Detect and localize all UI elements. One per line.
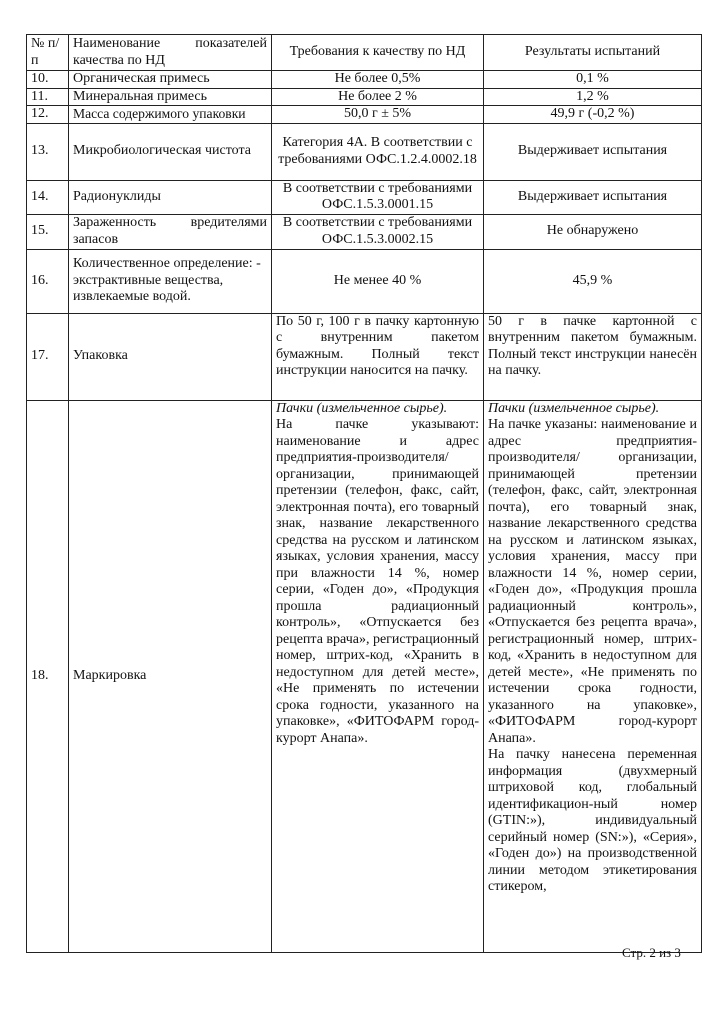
row-req: Не более 0,5%	[272, 71, 484, 89]
row-num: 12.	[27, 106, 69, 124]
header-name: Наименование показателей качества по НД	[69, 35, 272, 71]
table-row	[27, 249, 702, 313]
row-num: 18.	[27, 400, 69, 952]
table-row	[27, 313, 702, 400]
table-row	[27, 400, 702, 952]
row-name: Масса содержимого упаковки	[69, 106, 272, 124]
row-req: По 50 г, 100 г в пачку картонную с внутренним пакетом бумажным. Полный текст инструкции наносится на пачку.	[272, 313, 484, 400]
res-extra: На пачку нанесена переменная информация (двухмерный штриховой код, глобальный идентификацион-ный номер (GTIN:»), индивидуальный серийный номер (SN:»), «Серия», «Годен до») на производственной линии методом этикетирования стикером,	[488, 747, 697, 894]
table-row	[27, 71, 702, 89]
row-name: Минеральная примесь	[69, 88, 272, 106]
quality-table	[26, 34, 702, 953]
row-res: 45,9 %	[484, 249, 702, 313]
header-res: Результаты испытаний	[484, 35, 702, 71]
req-title: Пачки (измельченное сырье).	[276, 400, 448, 416]
row-num: 15.	[27, 214, 69, 249]
row-name: Зараженность вредителями запасов	[69, 214, 272, 249]
row-res	[484, 400, 702, 952]
table-row	[27, 180, 702, 214]
row-name: Радионуклиды	[69, 180, 272, 214]
table-row	[27, 88, 702, 106]
row-name: Количественное определение: - экстрактивные вещества, извлекаемые водой.	[69, 249, 272, 313]
row-num: 14.	[27, 180, 69, 214]
row-res: 1,2 %	[484, 88, 702, 106]
row-name: Маркировка	[69, 400, 272, 952]
res-text: На пачке указаны: наименование и адрес предприятия-производителя/ организации, принимающей претензии (телефон, факс, сайт, электронная почта), его товарный знак, название лекарственного средства на русском и латинском языках, условия хранения, массу при влажности 14 %, номер серии, «Годен до», «Продукция прошла радиационный контроль», «Отпускается без рецепта врача», регистрационный номер, штрих-код, «Хранить в недоступном для детей месте», «Не применять по истечении срока годности, указанного на упаковке», «ФИТОФАРМ город-курорт Анапа».	[488, 417, 697, 746]
row-name: Микробиологическая чистота	[69, 123, 272, 180]
row-num: 13.	[27, 123, 69, 180]
row-res: Не обнаружено	[484, 214, 702, 249]
row-res: Выдерживает испытания	[484, 123, 702, 180]
row-req: 50,0 г ± 5%	[272, 106, 484, 124]
row-req: Категория 4А. В соответствии с требованиями ОФС.1.2.4.0002.18	[272, 123, 484, 180]
row-num: 11.	[27, 88, 69, 106]
header-num: № п/п	[27, 35, 69, 71]
row-req: В соответствии с требованиями ОФС.1.5.3.0002.15	[272, 214, 484, 249]
row-req	[272, 400, 484, 952]
res-title: Пачки (измельченное сырье).	[488, 400, 660, 416]
row-res: 50 г в пачке картонной с внутренним пакетом бумажным. Полный текст инструкции нанесён на пачку.	[484, 313, 702, 400]
table-header	[27, 35, 702, 71]
row-req: Не менее 40 %	[272, 249, 484, 313]
table-row	[27, 123, 702, 180]
row-num: 17.	[27, 313, 69, 400]
row-res: 49,9 г (-0,2 %)	[484, 106, 702, 124]
row-req: Не более 2 %	[272, 88, 484, 106]
row-res: Выдерживает испытания	[484, 180, 702, 214]
row-num: 10.	[27, 71, 69, 89]
table-row	[27, 214, 702, 249]
row-num: 16.	[27, 249, 69, 313]
row-req: В соответствии с требованиями ОФС.1.5.3.0001.15	[272, 180, 484, 214]
row-name: Упаковка	[69, 313, 272, 400]
row-res: 0,1 %	[484, 71, 702, 89]
header-req: Требования к качеству по НД	[272, 35, 484, 71]
req-text: На пачке указывают: наименование и адрес предприятия-производителя/ организации, принимающей претензии (телефон, факс, сайт, электронная почта), его товарный знак, название лекарственного средства на русском и латинском языках, условия хранения, массу при влажности 14 %, номер серии, «Годен до», «Продукция прошла радиационный контроль», «Отпускается без рецепта врача», регистрационный номер, штрих-код, «Хранить в недоступном для детей месте», «Не применять по истечении срока годности, указанного на упаковке», «ФИТОФАРМ город-курорт Анапа».	[276, 417, 479, 746]
table-row	[27, 106, 702, 124]
page-number: Стр. 2 из 3	[622, 945, 681, 960]
row-name: Органическая примесь	[69, 71, 272, 89]
